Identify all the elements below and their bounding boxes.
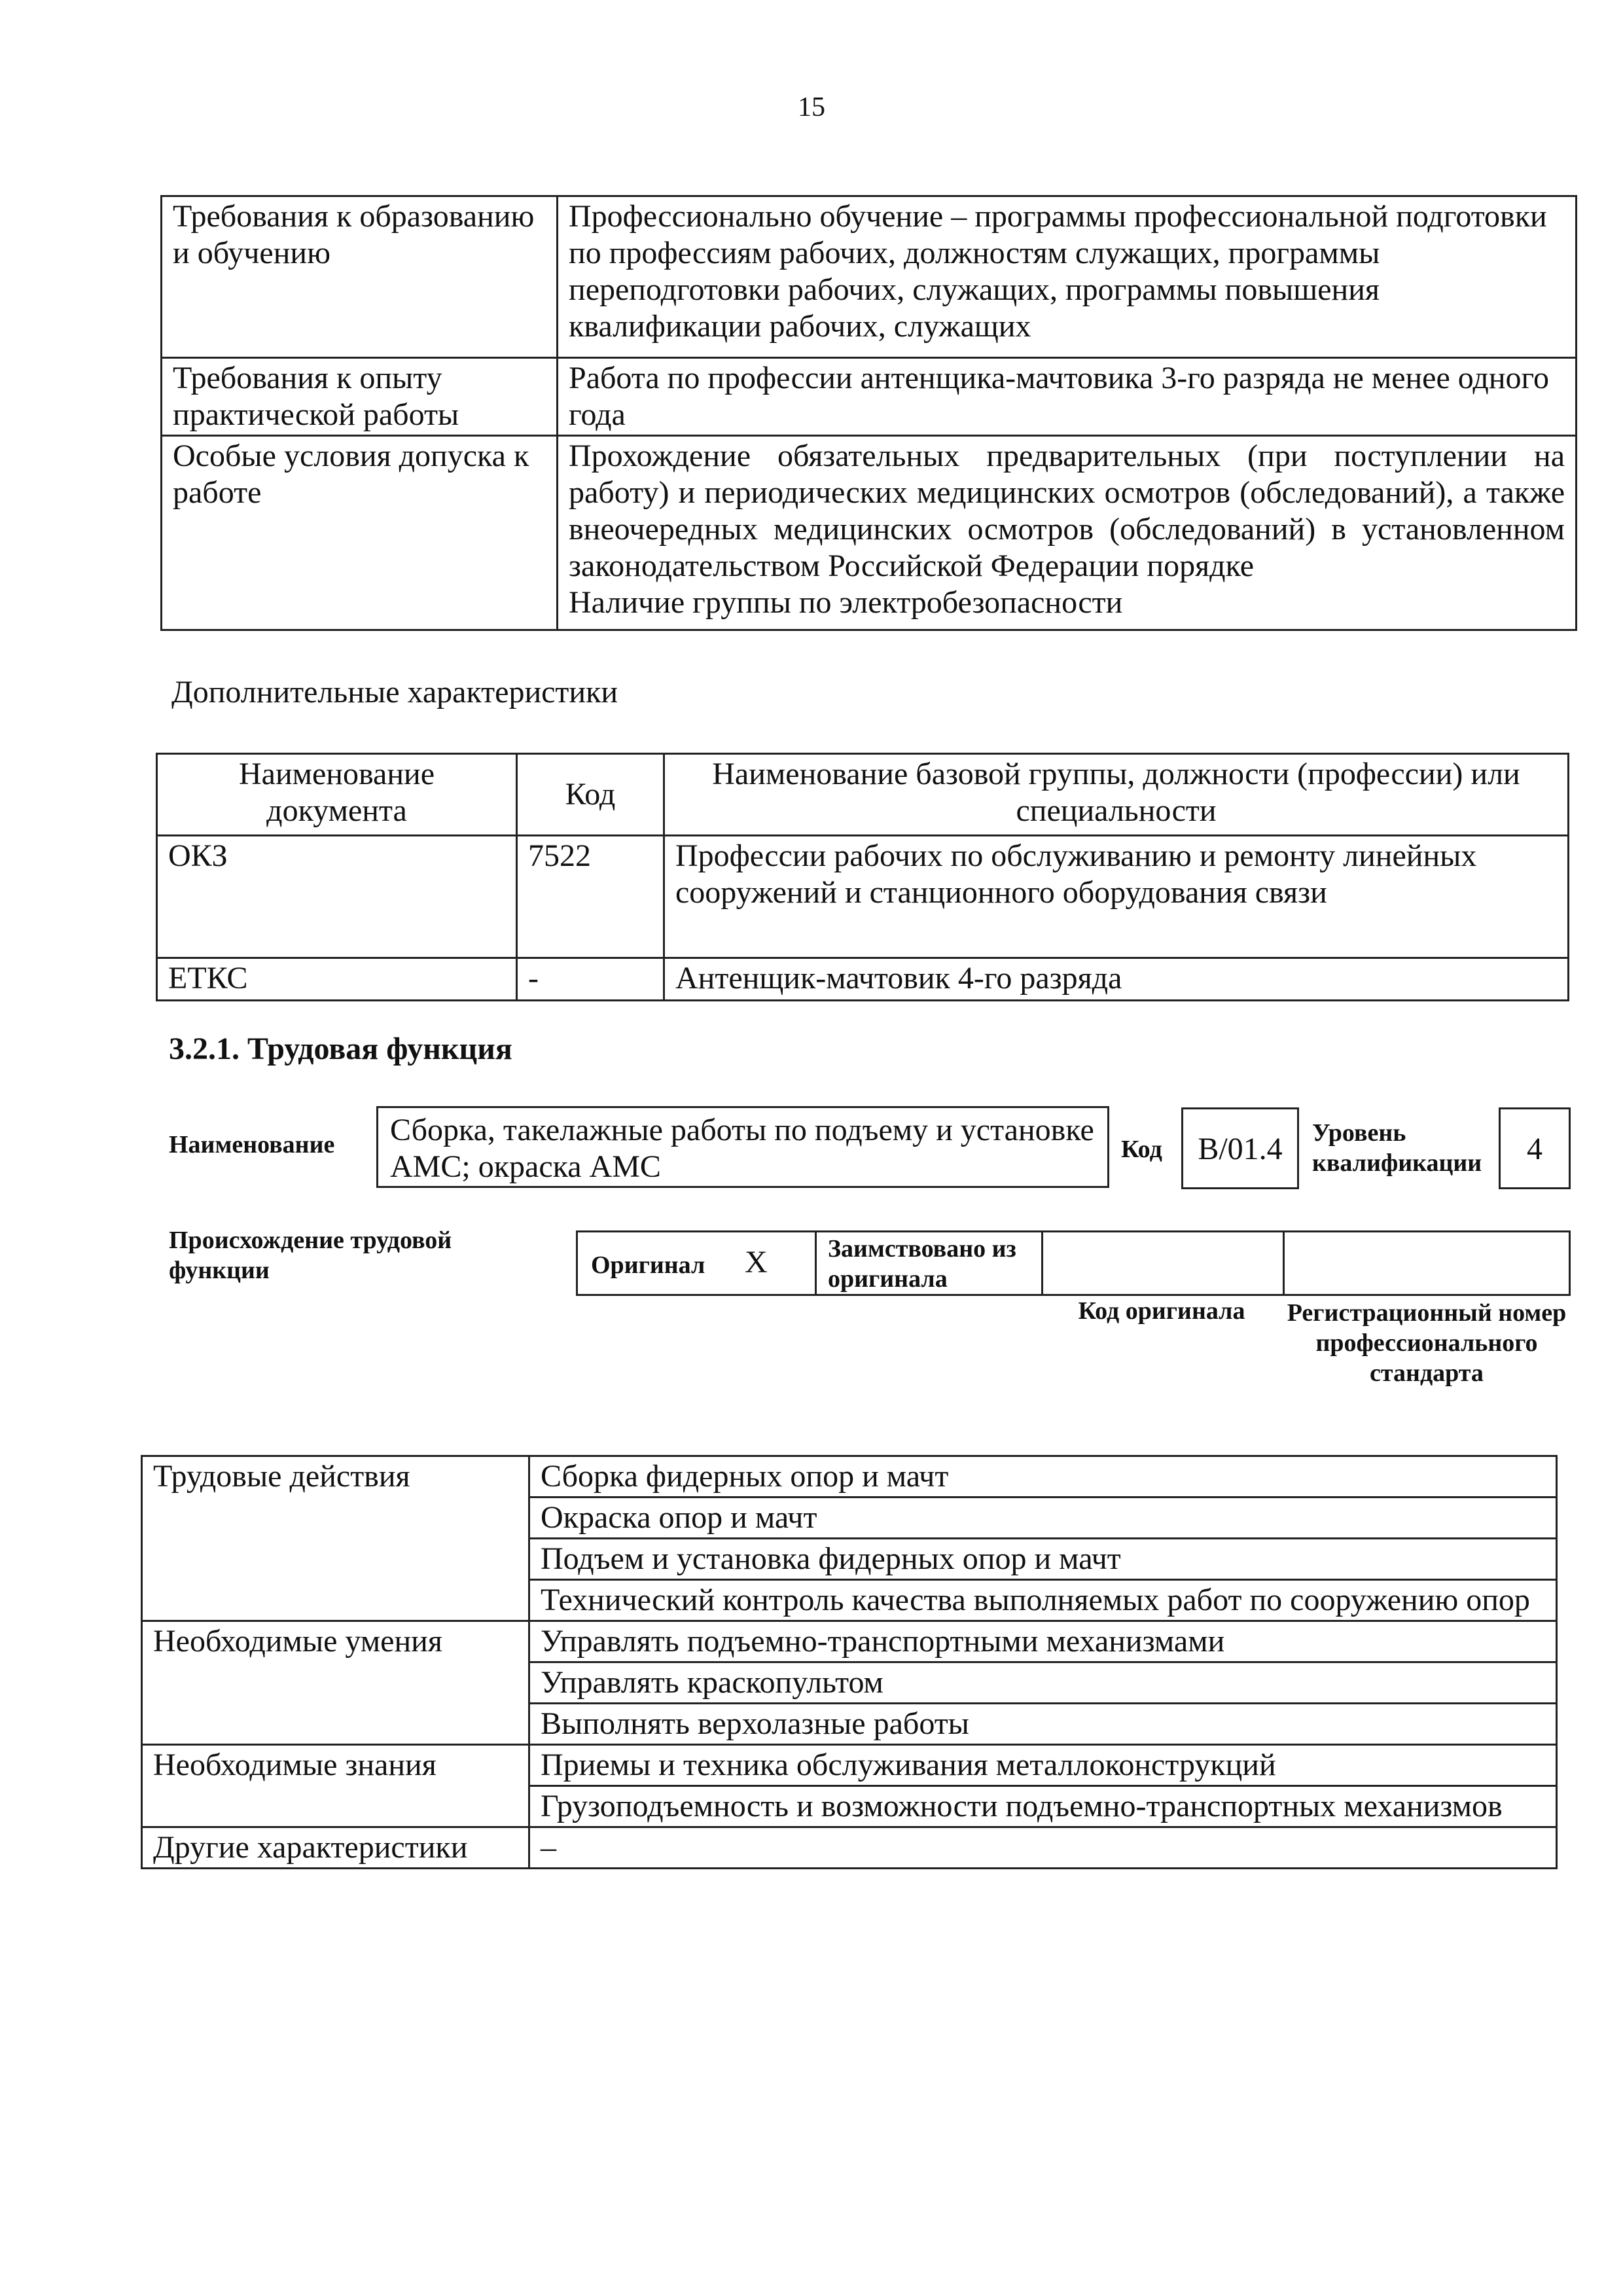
details-item: Окраска опор и мачт (529, 1498, 1557, 1539)
level-box (1499, 1107, 1571, 1189)
name-label: Наименование (169, 1131, 335, 1158)
requirements-table (160, 195, 1577, 631)
doc-name-cell: ОКЗ (157, 836, 517, 958)
details-item: – (529, 1827, 1557, 1869)
section-title: 3.2.1. Трудовая функция (169, 1031, 512, 1066)
table-row (142, 1745, 1557, 1786)
origin-divider (815, 1232, 817, 1294)
table-row (162, 436, 1577, 630)
requirement-value: Профессионально обучение – программы профессиональной подготовки по профессиям рабочих, должностям служащих, программы переподготовки рабочих, служащих, программы повышения квалификации рабочих, служащих (558, 196, 1577, 358)
origin-label: Происхождение трудовой функции (169, 1227, 452, 1284)
details-item: Грузоподъемность и возможности подъемно-транспортных механизмов (529, 1786, 1557, 1827)
function-details-table (141, 1455, 1558, 1869)
requirement-label: Требования к образованию и обучению (162, 196, 558, 358)
requirement-value: Работа по профессии антенщика-мачтовика 3-го разряда не менее одного года (558, 358, 1577, 436)
table-row (157, 836, 1569, 958)
borrowed-label: Заимствовано из оригинала (828, 1235, 1016, 1293)
code-cell: 7522 (517, 836, 664, 958)
details-label: Необходимые умения (142, 1621, 529, 1745)
origin-divider (1041, 1232, 1043, 1294)
level-value: 4 (1527, 1132, 1543, 1166)
header-base-group: Наименование базовой группы, должности (профессии) или специальности (664, 754, 1569, 836)
code-value: B/01.4 (1198, 1132, 1283, 1166)
orig-code-caption: Код оригинала (1078, 1297, 1245, 1325)
table-header-row (157, 754, 1569, 836)
origin-divider (1283, 1232, 1285, 1294)
table-row (157, 958, 1569, 1001)
header-doc-name: Наименование документа (157, 754, 517, 836)
details-item: Управлять подъемно-транспортными механизмами (529, 1621, 1557, 1662)
base-group-cell: Профессии рабочих по обслуживанию и ремонту линейных сооружений и станционного оборудования связи (664, 836, 1569, 958)
details-label: Другие характеристики (142, 1827, 529, 1869)
table-row (142, 1621, 1557, 1662)
function-name-value: Сборка, такелажные работы по подъему и установке АМС; окраска АМС (390, 1113, 1094, 1184)
doc-name-cell: ЕТКС (157, 958, 517, 1001)
origin-table (576, 1230, 1571, 1296)
function-name-box (376, 1106, 1109, 1188)
details-item: Приемы и техника обслуживания металлоконструкций (529, 1745, 1557, 1786)
page-number: 15 (798, 92, 825, 122)
details-item: Технический контроль качества выполняемых работ по сооружению опор (529, 1580, 1557, 1621)
requirement-label: Особые условия допуска к работе (162, 436, 558, 630)
header-code: Код (517, 754, 664, 836)
original-mark: X (745, 1245, 768, 1280)
code-cell: - (517, 958, 664, 1001)
original-label: Оригинал (591, 1251, 705, 1279)
requirement-value-extra: Наличие группы по электробезопасности (569, 585, 1123, 620)
requirement-value-cell (558, 436, 1577, 630)
details-label: Трудовые действия (142, 1456, 529, 1621)
level-label: Уровень квалификации (1312, 1119, 1482, 1177)
details-item: Сборка фидерных опор и мачт (529, 1456, 1557, 1498)
requirement-value: Прохождение обязательных предварительных (при поступлении на работу) и периодических медицинских осмотров (обследований), а также внеочередных медицинских осмотров (обследований) в установленном законодательством Российской Федерации порядке (569, 439, 1565, 583)
details-label: Необходимые знания (142, 1745, 529, 1827)
table-row (142, 1456, 1557, 1498)
table-row (162, 196, 1577, 358)
requirement-label: Требования к опыту практической работы (162, 358, 558, 436)
details-item: Подъем и установка фидерных опор и мачт (529, 1539, 1557, 1580)
table-row (142, 1827, 1557, 1869)
details-item: Управлять краскопультом (529, 1662, 1557, 1704)
additional-table (156, 753, 1569, 1001)
base-group-cell: Антенщик-мачтовик 4-го разряда (664, 958, 1569, 1001)
code-label: Код (1121, 1136, 1162, 1163)
code-box (1181, 1107, 1299, 1189)
table-row (162, 358, 1577, 436)
additional-title: Дополнительные характеристики (171, 675, 618, 709)
details-item: Выполнять верхолазные работы (529, 1704, 1557, 1745)
reg-number-caption: Регистрационный номер профессионального стандарта (1287, 1299, 1567, 1387)
